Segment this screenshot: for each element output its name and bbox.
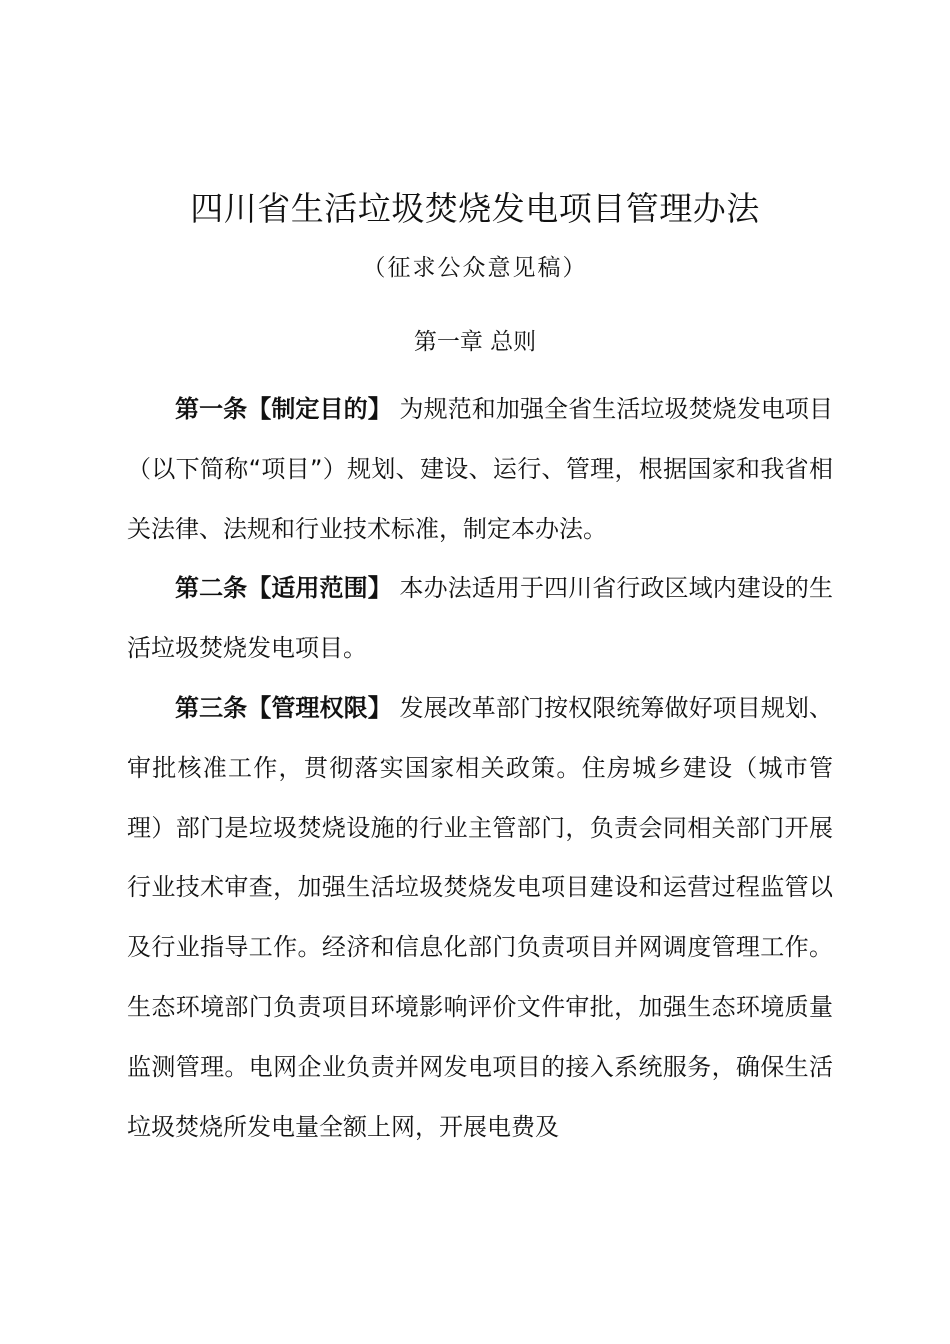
article-2	[127, 559, 833, 679]
article-1	[127, 380, 833, 559]
article-1-text: 为规范和加强全省生活垃圾焚烧发电项目（以下简称“项目”）规划、建设、运行、管理，根据国家和我省相关法律、法规和行业技术标准，制定本办法。	[127, 395, 833, 543]
chapter-heading: 第一章 总则	[413, 329, 537, 355]
document-subtitle: （征求公众意见稿）	[362, 255, 588, 281]
article-2-heading: 第二条【适用范围】	[175, 574, 392, 603]
document-title: 四川省生活垃圾焚烧发电项目管理办法	[190, 189, 760, 228]
article-3	[127, 679, 833, 1157]
article-3-text: 发展改革部门按权限统筹做好项目规划、审批核准工作，贯彻落实国家相关政策。住房城乡建设（城市管理）部门是垃圾焚烧设施的行业主管部门，负责会同相关部门开展行业技术审查，加强生活垃圾焚烧发电项目建设和运营过程监管以及行业指导工作。经济和信息化部门负责项目并网调度管理工作。生态环境部门负责项目环境影响评价文件审批，加强生态环境质量监测管理。电网企业负责并网发电项目的接入系统服务，确保生活垃圾焚烧所发电量全额上网，开展电费及	[127, 693, 833, 1141]
article-3-heading: 第三条【管理权限】	[175, 693, 392, 722]
document-body	[127, 380, 833, 1157]
article-1-heading: 第一条【制定目的】	[175, 395, 392, 423]
article-2-text: 本办法适用于四川省行政区域内建设的生活垃圾焚烧发电项目。	[127, 574, 833, 663]
